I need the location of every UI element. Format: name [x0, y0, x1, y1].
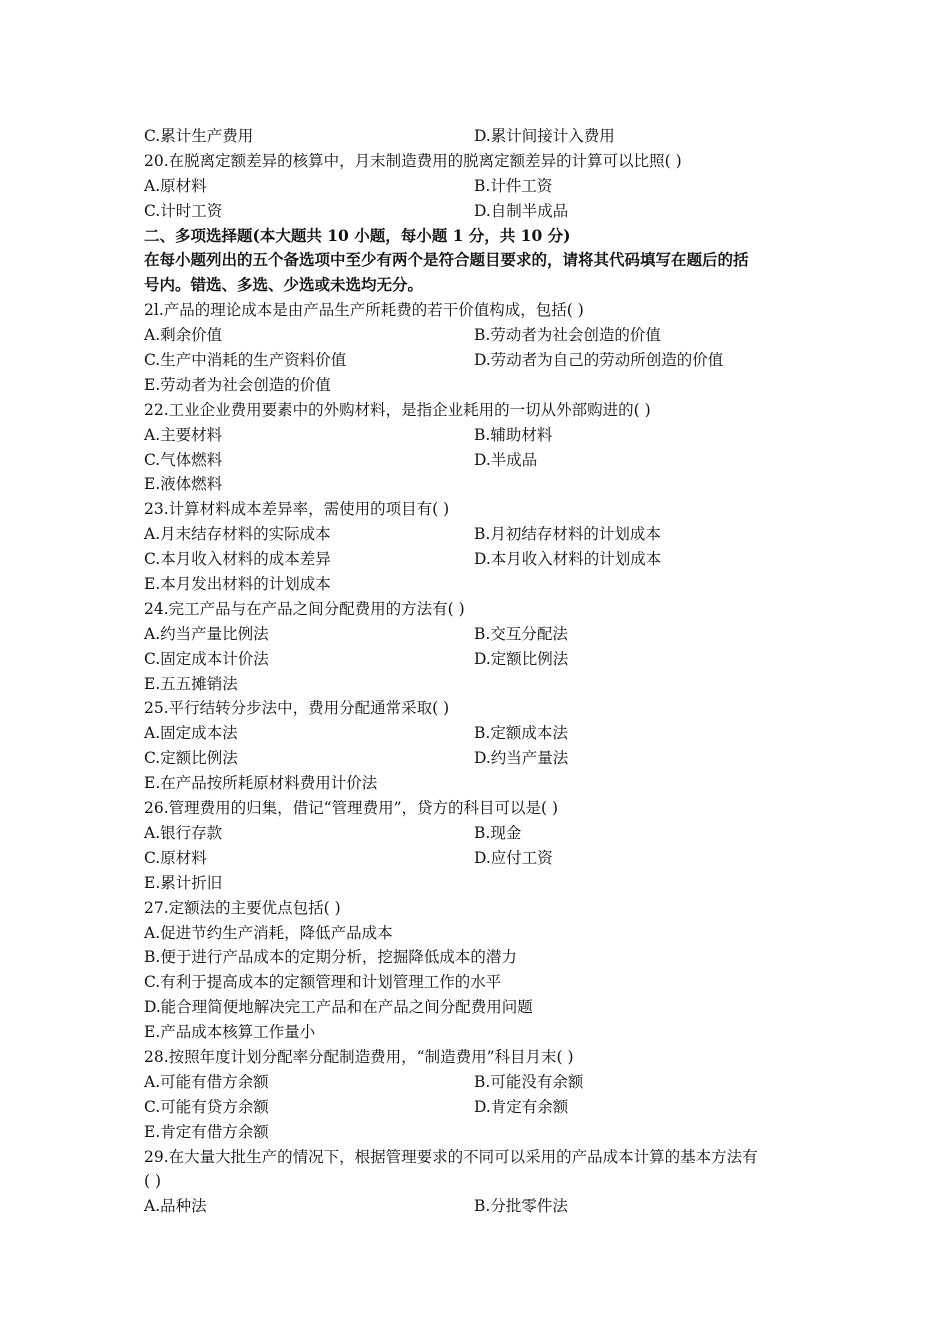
option-e: E.累计折旧 — [144, 873, 223, 892]
option-e: E.液体燃料 — [144, 475, 223, 494]
option-b: B.劳动者为社会创造的价值 — [474, 326, 661, 345]
option-d: D.自制半成品 — [474, 201, 569, 220]
section-instruction: 在每小题列出的五个备选项中至少有两个是符合题目要求的，请将其代码填写在题后的括 — [144, 250, 749, 270]
option-d: D.能合理简便地解决完工产品和在产品之间分配费用问题 — [144, 998, 533, 1017]
question-27-stem: 27.定额法的主要优点包括( ) — [144, 898, 341, 917]
option-e: E.产品成本核算工作量小 — [144, 1023, 316, 1042]
option-d: D.肯定有余额 — [474, 1097, 569, 1116]
option-a: A.银行存款 — [144, 823, 223, 842]
option-e: E.五五摊销法 — [144, 674, 238, 693]
options-row — [144, 522, 824, 547]
option-a: A.品种法 — [144, 1197, 207, 1216]
option-c: C.原材料 — [144, 848, 207, 867]
option-a: A.原材料 — [144, 176, 207, 195]
option-e: E.本月发出材料的计划成本 — [144, 575, 331, 594]
options-row — [144, 1095, 824, 1120]
question-24-stem: 24.完工产品与在产品之间分配费用的方法有( ) — [144, 599, 465, 618]
options-row — [144, 721, 824, 746]
option-c: C.固定成本计价法 — [144, 649, 269, 668]
option-d: D.半成品 — [474, 450, 538, 469]
options-row — [144, 124, 824, 149]
option-a: A.固定成本法 — [144, 724, 238, 743]
option-b: B.辅助材料 — [474, 425, 553, 444]
question-29-stem-cont: ( ) — [144, 1172, 162, 1191]
section-instruction: 号内。错选、多选、少选或未选均无分。 — [144, 275, 424, 295]
options-row — [144, 348, 824, 373]
question-20-stem: 20.在脱离定额差异的核算中，月末制造费用的脱离定额差异的计算可以比照( ) — [144, 151, 682, 170]
option-c: C.可能有贷方余额 — [144, 1097, 269, 1116]
option-e: E.在产品按所耗原材料费用计价法 — [144, 774, 378, 793]
question-25-stem: 25.平行结转分步法中，费用分配通常采取( ) — [144, 699, 450, 718]
option-b: B.定额成本法 — [474, 724, 568, 743]
exam-page — [144, 124, 824, 1219]
section-heading: 二、多项选择题(本大题共 10 小题，每小题 1 分，共 10 分) — [144, 225, 571, 245]
option-a: A.可能有借方余额 — [144, 1072, 269, 1091]
option-b: B.月初结存材料的计划成本 — [474, 525, 661, 544]
options-row — [144, 174, 824, 199]
question-29-stem: 29.在大量大批生产的情况下，根据管理要求的不同可以采用的产品成本计算的基本方法有 — [144, 1147, 758, 1166]
option-b: B.分批零件法 — [474, 1197, 568, 1216]
option-b: B.交互分配法 — [474, 624, 568, 643]
option-b: B.现金 — [474, 823, 522, 842]
option-d: D.劳动者为自己的劳动所创造的价值 — [474, 351, 724, 370]
option-a: A.促进节约生产消耗，降低产品成本 — [144, 923, 393, 942]
options-row — [144, 423, 824, 448]
options-row — [144, 846, 824, 871]
option-c: C.计时工资 — [144, 201, 223, 220]
question-23-stem: 23.计算材料成本差异率，需使用的项目有( ) — [144, 500, 450, 519]
option-a: A.主要材料 — [144, 425, 223, 444]
option-b: B.可能没有余额 — [474, 1072, 584, 1091]
option-e: E.肯定有借方余额 — [144, 1122, 269, 1141]
option-d: D.约当产量法 — [474, 749, 569, 768]
option-d: D.本月收入材料的计划成本 — [474, 550, 662, 569]
option-a: A.月末结存材料的实际成本 — [144, 525, 331, 544]
options-row — [144, 199, 824, 224]
option-c: C.累计生产费用 — [144, 127, 254, 145]
option-a: A.约当产量比例法 — [144, 624, 269, 643]
option-c: C.定额比例法 — [144, 749, 238, 768]
options-row — [144, 746, 824, 771]
option-c: C.生产中消耗的生产资料价值 — [144, 351, 347, 370]
options-row — [144, 1194, 824, 1219]
option-c: C.本月收入材料的成本差异 — [144, 550, 331, 569]
option-e: E.劳动者为社会创造的价值 — [144, 375, 331, 394]
options-row — [144, 547, 824, 572]
option-b: B.便于进行产品成本的定期分析，挖掘降低成本的潜力 — [144, 948, 517, 967]
option-d: D.累计间接计入费用 — [474, 127, 615, 145]
options-row — [144, 448, 824, 473]
option-c: C.气体燃料 — [144, 450, 223, 469]
options-row — [144, 622, 824, 647]
question-26-stem: 26.管理费用的归集，借记“管理费用”，贷方的科目可以是( ) — [144, 799, 559, 818]
options-row — [144, 821, 824, 846]
options-row — [144, 1070, 824, 1095]
option-d: D.应付工资 — [474, 848, 553, 867]
options-row — [144, 647, 824, 672]
option-d: D.定额比例法 — [474, 649, 569, 668]
options-row — [144, 323, 824, 348]
question-22-stem: 22.工业企业费用要素中的外购材料，是指企业耗用的一切从外部购进的( ) — [144, 400, 651, 419]
option-b: B.计件工资 — [474, 176, 553, 195]
question-28-stem: 28.按照年度计划分配率分配制造费用，“制造费用”科目月末( ) — [144, 1047, 574, 1066]
option-a: A.剩余价值 — [144, 326, 223, 345]
option-c: C.有利于提高成本的定额管理和计划管理工作的水平 — [144, 973, 502, 992]
question-21-stem: 2l.产品的理论成本是由产品生产所耗费的若干价值构成，包括( ) — [144, 301, 584, 320]
